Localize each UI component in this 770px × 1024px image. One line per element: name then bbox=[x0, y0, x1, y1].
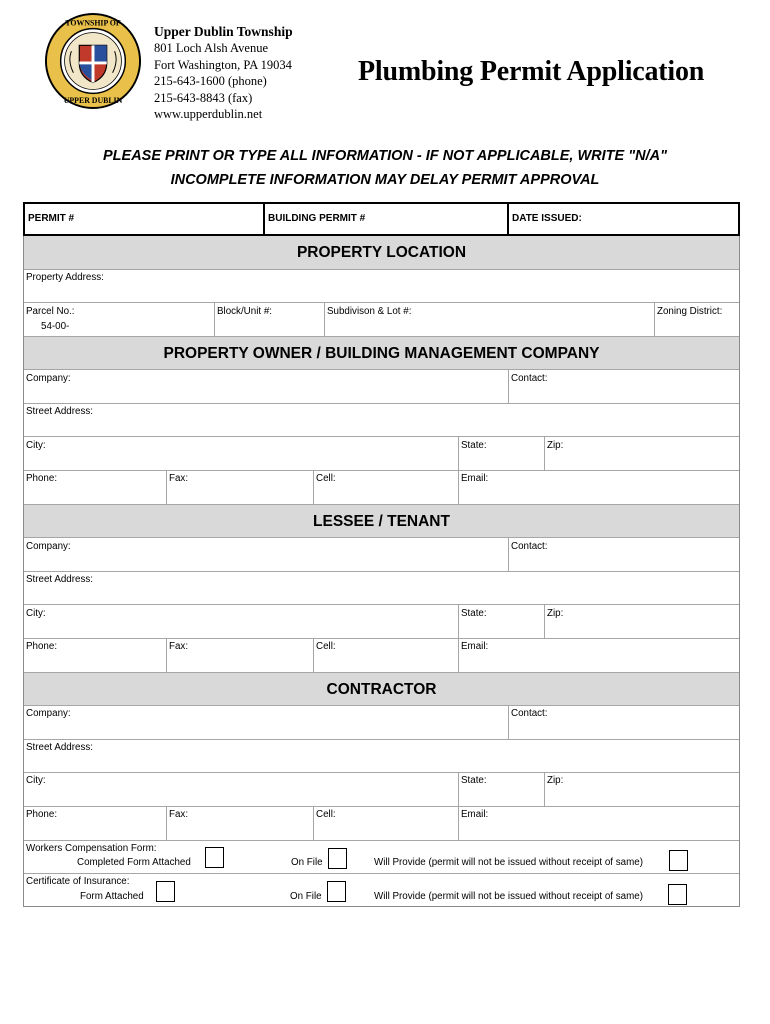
completed-form-checkbox[interactable] bbox=[205, 847, 224, 868]
divider bbox=[313, 638, 314, 672]
lessee-cell-field[interactable]: Cell: bbox=[316, 641, 336, 652]
ins-on-file-checkbox[interactable] bbox=[327, 881, 346, 902]
block-unit-field[interactable]: Block/Unit #: bbox=[217, 306, 272, 317]
contractor-city-field[interactable]: City: bbox=[26, 775, 46, 786]
owner-state-field[interactable]: State: bbox=[461, 440, 487, 451]
divider bbox=[24, 403, 739, 404]
completed-form-label: Completed Form Attached bbox=[77, 857, 191, 868]
instruction-line1: PLEASE PRINT OR TYPE ALL INFORMATION - IF NOT APPLICABLE, WRITE "N/A" bbox=[103, 148, 667, 164]
section-heading-lessee: LESSEE / TENANT bbox=[24, 504, 739, 538]
divider bbox=[313, 470, 314, 504]
owner-fax-field[interactable]: Fax: bbox=[169, 473, 189, 484]
divider bbox=[24, 571, 739, 572]
svg-text:TOWNSHIP OF: TOWNSHIP OF bbox=[65, 18, 121, 28]
divider bbox=[458, 638, 459, 672]
divider bbox=[24, 873, 739, 874]
contractor-zip-field[interactable]: Zip: bbox=[547, 775, 564, 786]
divider bbox=[24, 772, 739, 773]
address-line1: 801 Loch Alsh Avenue bbox=[154, 41, 268, 56]
divider bbox=[24, 840, 739, 841]
ins-will-provide-checkbox[interactable] bbox=[668, 884, 687, 905]
instruction-line2: INCOMPLETE INFORMATION MAY DELAY PERMIT APPROVAL bbox=[170, 172, 600, 188]
divider bbox=[24, 604, 739, 605]
zoning-district-field[interactable]: Zoning District: bbox=[657, 306, 723, 317]
divider bbox=[24, 302, 739, 303]
owner-street-field[interactable]: Street Address: bbox=[26, 406, 93, 417]
owner-cell-field[interactable]: Cell: bbox=[316, 473, 336, 484]
parcel-number-field[interactable]: Parcel No.: bbox=[26, 306, 75, 317]
contractor-company-field[interactable]: Company: bbox=[26, 708, 71, 719]
section-heading-property: PROPERTY LOCATION bbox=[24, 236, 739, 270]
divider bbox=[508, 538, 509, 571]
divider bbox=[24, 739, 739, 740]
divider bbox=[458, 604, 459, 638]
website-link[interactable]: www.upperdublin.net bbox=[154, 107, 263, 122]
lessee-phone-field[interactable]: Phone: bbox=[26, 641, 58, 652]
lessee-state-field[interactable]: State: bbox=[461, 608, 487, 619]
divider bbox=[458, 772, 459, 806]
page-title: Plumbing Permit Application bbox=[358, 56, 705, 87]
permit-info-row bbox=[23, 202, 740, 236]
workers-comp-label: Workers Compensation Form: bbox=[26, 843, 157, 854]
divider bbox=[544, 604, 545, 638]
wc-will-provide-label: Will Provide (permit will not be issued without receipt of same) bbox=[374, 857, 643, 868]
township-seal-logo bbox=[44, 12, 142, 110]
owner-phone-field[interactable]: Phone: bbox=[26, 473, 58, 484]
divider bbox=[24, 470, 739, 471]
ins-on-file-label: On File bbox=[290, 891, 322, 902]
lessee-fax-field[interactable]: Fax: bbox=[169, 641, 189, 652]
permit-form bbox=[23, 236, 740, 907]
owner-company-field[interactable]: Company: bbox=[26, 373, 71, 384]
lessee-zip-field[interactable]: Zip: bbox=[547, 608, 564, 619]
divider bbox=[166, 638, 167, 672]
contractor-cell-field[interactable]: Cell: bbox=[316, 809, 336, 820]
township-address-block bbox=[154, 24, 293, 122]
divider bbox=[214, 302, 215, 336]
contractor-fax-field[interactable]: Fax: bbox=[169, 809, 189, 820]
wc-will-provide-checkbox[interactable] bbox=[669, 850, 688, 871]
divider bbox=[654, 302, 655, 336]
owner-zip-field[interactable]: Zip: bbox=[547, 440, 564, 451]
divider bbox=[324, 302, 325, 336]
contractor-street-field[interactable]: Street Address: bbox=[26, 742, 93, 753]
divider bbox=[313, 806, 314, 840]
contractor-phone-field[interactable]: Phone: bbox=[26, 809, 58, 820]
date-issued-field[interactable]: DATE ISSUED: bbox=[512, 213, 582, 224]
lessee-company-field[interactable]: Company: bbox=[26, 541, 71, 552]
divider bbox=[166, 470, 167, 504]
contractor-email-field[interactable]: Email: bbox=[461, 809, 489, 820]
lessee-contact-field[interactable]: Contact: bbox=[511, 541, 548, 552]
fax-number: 215-643-8843 (fax) bbox=[154, 90, 253, 105]
insurance-label: Certificate of Insurance: bbox=[26, 876, 130, 887]
contractor-contact-field[interactable]: Contact: bbox=[511, 708, 548, 719]
lessee-city-field[interactable]: City: bbox=[26, 608, 46, 619]
svg-text:UPPER DUBLIN: UPPER DUBLIN bbox=[63, 96, 123, 106]
divider bbox=[24, 806, 739, 807]
permit-number-field[interactable]: PERMIT # bbox=[28, 213, 75, 224]
lessee-email-field[interactable]: Email: bbox=[461, 641, 489, 652]
contractor-state-field[interactable]: State: bbox=[461, 775, 487, 786]
building-permit-number-field[interactable]: BUILDING PERMIT # bbox=[268, 213, 366, 224]
owner-email-field[interactable]: Email: bbox=[461, 473, 489, 484]
divider bbox=[508, 706, 509, 739]
divider bbox=[458, 436, 459, 470]
divider bbox=[508, 370, 509, 403]
owner-contact-field[interactable]: Contact: bbox=[511, 373, 548, 384]
form-attached-label: Form Attached bbox=[80, 891, 144, 902]
wc-on-file-checkbox[interactable] bbox=[328, 848, 347, 869]
divider bbox=[458, 806, 459, 840]
divider bbox=[544, 772, 545, 806]
divider bbox=[166, 806, 167, 840]
section-heading-owner: PROPERTY OWNER / BUILDING MANAGEMENT COMPANY bbox=[24, 336, 739, 370]
subdivision-lot-field[interactable]: Subdivison & Lot #: bbox=[327, 306, 412, 317]
phone-number: 215-643-1600 (phone) bbox=[154, 74, 267, 89]
address-line2: Fort Washington, PA 19034 bbox=[154, 57, 292, 72]
property-address-field[interactable]: Property Address: bbox=[26, 272, 104, 283]
parcel-prefix: 54-00- bbox=[41, 321, 70, 332]
divider bbox=[24, 436, 739, 437]
wc-on-file-label: On File bbox=[291, 857, 323, 868]
form-attached-checkbox[interactable] bbox=[156, 881, 175, 902]
owner-city-field[interactable]: City: bbox=[26, 440, 46, 451]
divider bbox=[544, 436, 545, 470]
section-heading-contractor: CONTRACTOR bbox=[24, 672, 739, 706]
divider bbox=[24, 638, 739, 639]
ins-will-provide-label: Will Provide (permit will not be issued without receipt of same) bbox=[374, 891, 643, 902]
org-name: Upper Dublin Township bbox=[154, 24, 293, 39]
lessee-street-field[interactable]: Street Address: bbox=[26, 574, 93, 585]
divider bbox=[458, 470, 459, 504]
